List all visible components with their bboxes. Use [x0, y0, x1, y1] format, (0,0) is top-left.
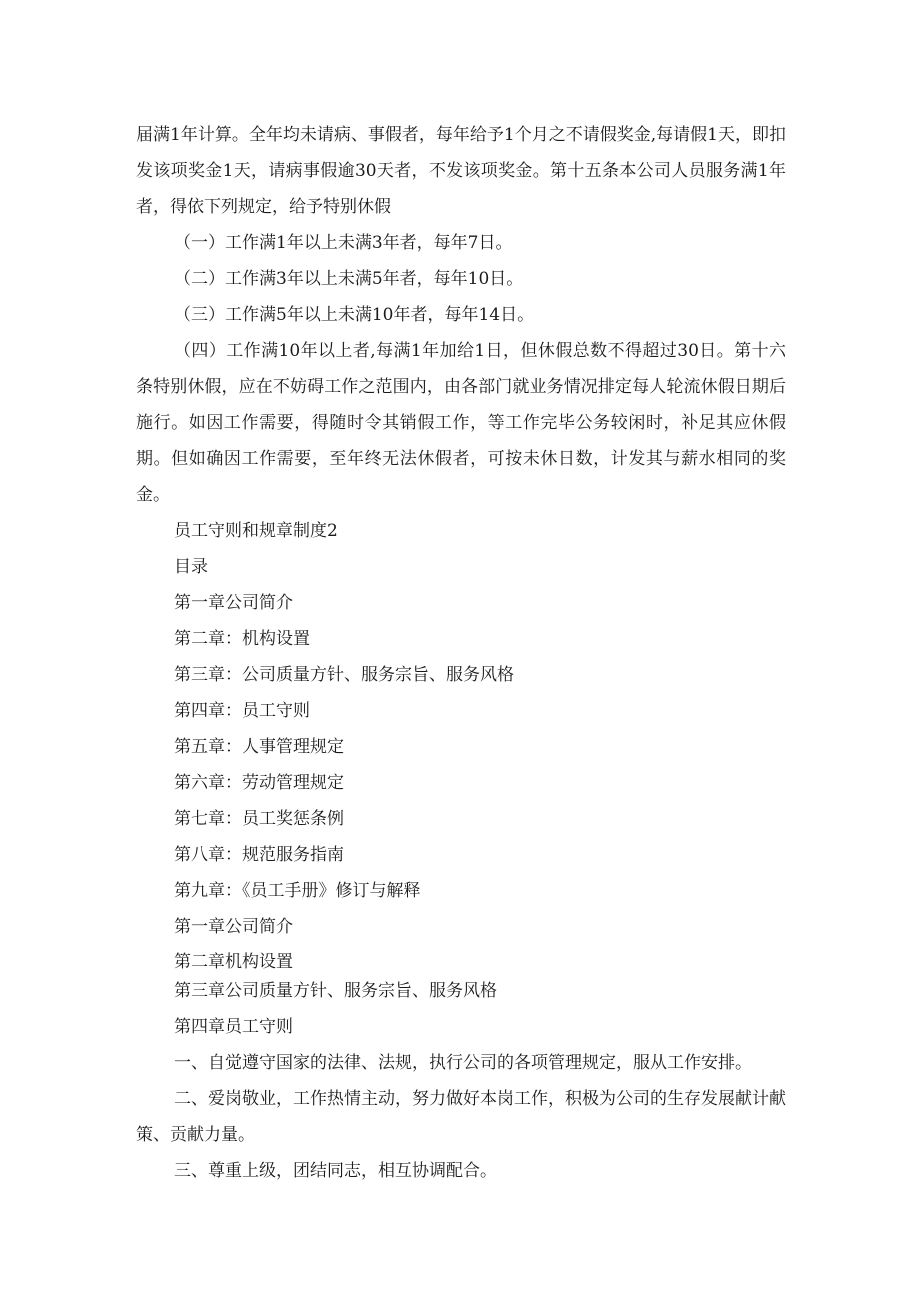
- chapter-heading-4: 第四章员工守则: [174, 1017, 293, 1037]
- leave-item-3: （三）工作满5年以上未满10年者，每年14日。: [174, 305, 535, 325]
- toc-item-2: 第二章：机构设置: [174, 629, 310, 649]
- toc-item-4: 第四章：员工守则: [174, 701, 310, 721]
- rule-3: 三、尊重上级，团结同志，相互协调配合。: [174, 1161, 497, 1181]
- chapter-heading-1: 第一章公司简介: [174, 917, 293, 937]
- chapter-heading-2: 第二章机构设置: [174, 952, 293, 972]
- leave-item-1: （一）工作满1年以上未满3年者，每年7日。: [174, 233, 513, 253]
- toc-item-9: 第九章：《员工手册》修订与解释: [174, 881, 421, 901]
- rule-2: 二、爱岗敬业，工作热情主动，努力做好本岗工作，积极为公司的生存发展献计献策、贡献力量。: [136, 1089, 786, 1145]
- toc-item-3: 第三章：公司质量方针、服务宗旨、服务风格: [174, 665, 514, 685]
- toc-item-6: 第六章：劳动管理规定: [174, 773, 344, 793]
- chapter-heading-3: 第三章公司质量方针、服务宗旨、服务风格: [174, 981, 497, 1001]
- leave-item-4: （四）工作满10年以上者,每满1年加给1日，但休假总数不得超过30日。第十六条特别休假，应在不妨碍工作之范围内，由各部门就业务情况排定每人轮流休假日期后施行。如因工作需要，得随时令其销假工作，等工作完毕公务较闲时，补足其应休假期。但如确因工作需要，至年终无法休假者，可按未休日数，计发其与薪水相同的奖金。: [136, 341, 786, 505]
- toc-item-7: 第七章：员工奖惩条例: [174, 809, 344, 829]
- toc-item-1: 第一章公司简介: [174, 593, 293, 613]
- document-page: [136, 117, 786, 1189]
- intro-paragraph: 届满1年计算。全年均未请病、事假者，每年给予1个月之不请假奖金,每请假1天，即扣发该项奖金1天，请病事假逾30天者，不发该项奖金。第十五条本公司人员服务满1年者，得依下列规定，给予特别休假: [136, 125, 786, 217]
- leave-item-2: （二）工作满3年以上未满5年者，每年10日。: [174, 269, 524, 289]
- toc-item-8: 第八章：规范服务指南: [174, 845, 344, 865]
- toc-heading: 目录: [174, 557, 208, 577]
- document-title: 员工守则和规章制度2: [174, 521, 338, 541]
- toc-item-5: 第五章：人事管理规定: [174, 737, 344, 757]
- rule-1: 一、自觉遵守国家的法律、法规，执行公司的各项管理规定，服从工作安排。: [174, 1053, 752, 1073]
